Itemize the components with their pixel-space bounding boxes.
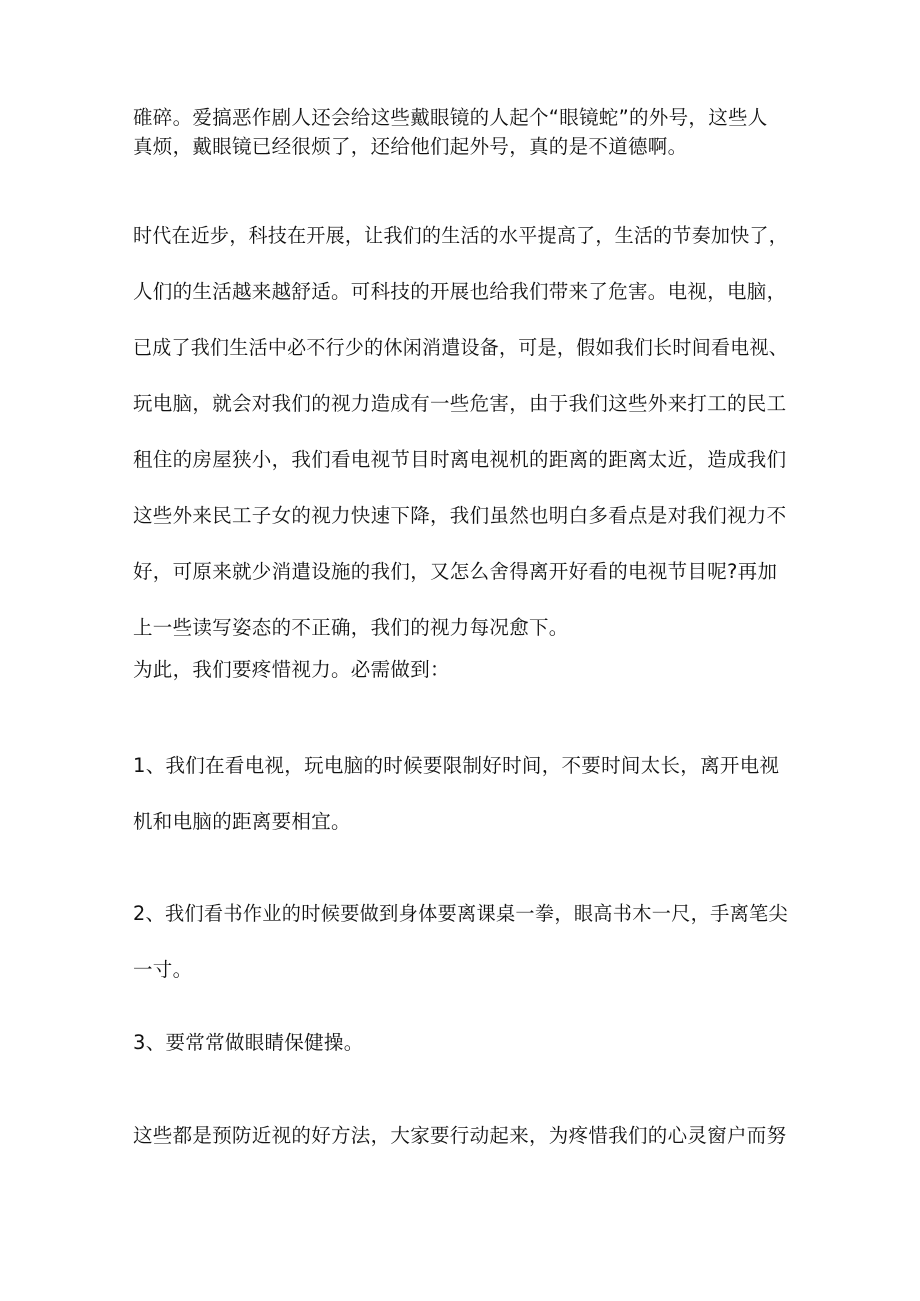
text-line: 好，可原来就少消遣设施的我们，又怎么舍得离开好看的电视节目呢?再加 <box>133 560 778 583</box>
paragraph-closing <box>133 1120 793 1149</box>
list-item-1 <box>133 750 793 862</box>
paragraph-2 <box>133 220 793 668</box>
paragraph-3 <box>133 654 793 683</box>
text-line: 为此，我们要疼惜视力。必需做到： <box>133 658 450 681</box>
list-item-3 <box>133 1027 793 1056</box>
text-line: 3、要常常做眼睛保健操。 <box>133 1031 364 1054</box>
list-item-2 <box>133 898 793 1010</box>
text-line: 租住的房屋狭小，我们看电视节目时离电视机的距离的距离太近，造成我们 <box>133 448 787 471</box>
text-line: 机和电脑的距离要相宜。 <box>133 810 351 833</box>
text-line: 已成了我们生活中必不行少的休闲消遣设备，可是，假如我们长时间看电视、 <box>133 336 789 359</box>
paragraph-1 <box>133 102 793 160</box>
text-line: 一寸。 <box>133 958 193 981</box>
text-line: 这些外来民工子女的视力快速下降，我们虽然也明白多看点是对我们视力不 <box>133 504 787 527</box>
text-line: 1、我们在看电视，玩电脑的时候要限制好时间，不要时间太长，离开电视 <box>133 754 780 777</box>
text-line: 时代在近步，科技在开展，让我们的生活的水平提高了，生活的节奏加快了， <box>133 224 789 247</box>
text-line: 真烦，戴眼镜已经很烦了，还给他们起外号，真的是不道德啊。 <box>133 135 688 158</box>
text-line: 这些都是预防近视的好方法，大家要行动起来，为疼惜我们的心灵窗户而努 <box>133 1124 787 1147</box>
text-line: 2、我们看书作业的时候要做到身体要离课桌一拳，眼高书木一尺，手离笔尖 <box>133 902 788 925</box>
text-line: 人们的生活越来越舒适。可科技的开展也给我们带来了危害。电视，电脑， <box>133 280 787 303</box>
text-line: 玩电脑，就会对我们的视力造成有一些危害，由于我们这些外来打工的民工 <box>133 392 787 415</box>
text-line: 碓碎。爱搞恶作剧人还会给这些戴眼镜的人起个“眼镜蛇”的外号，这些人 <box>133 106 768 129</box>
text-line: 上一些读写姿态的不正确，我们的视力每况愈下。 <box>133 616 569 639</box>
